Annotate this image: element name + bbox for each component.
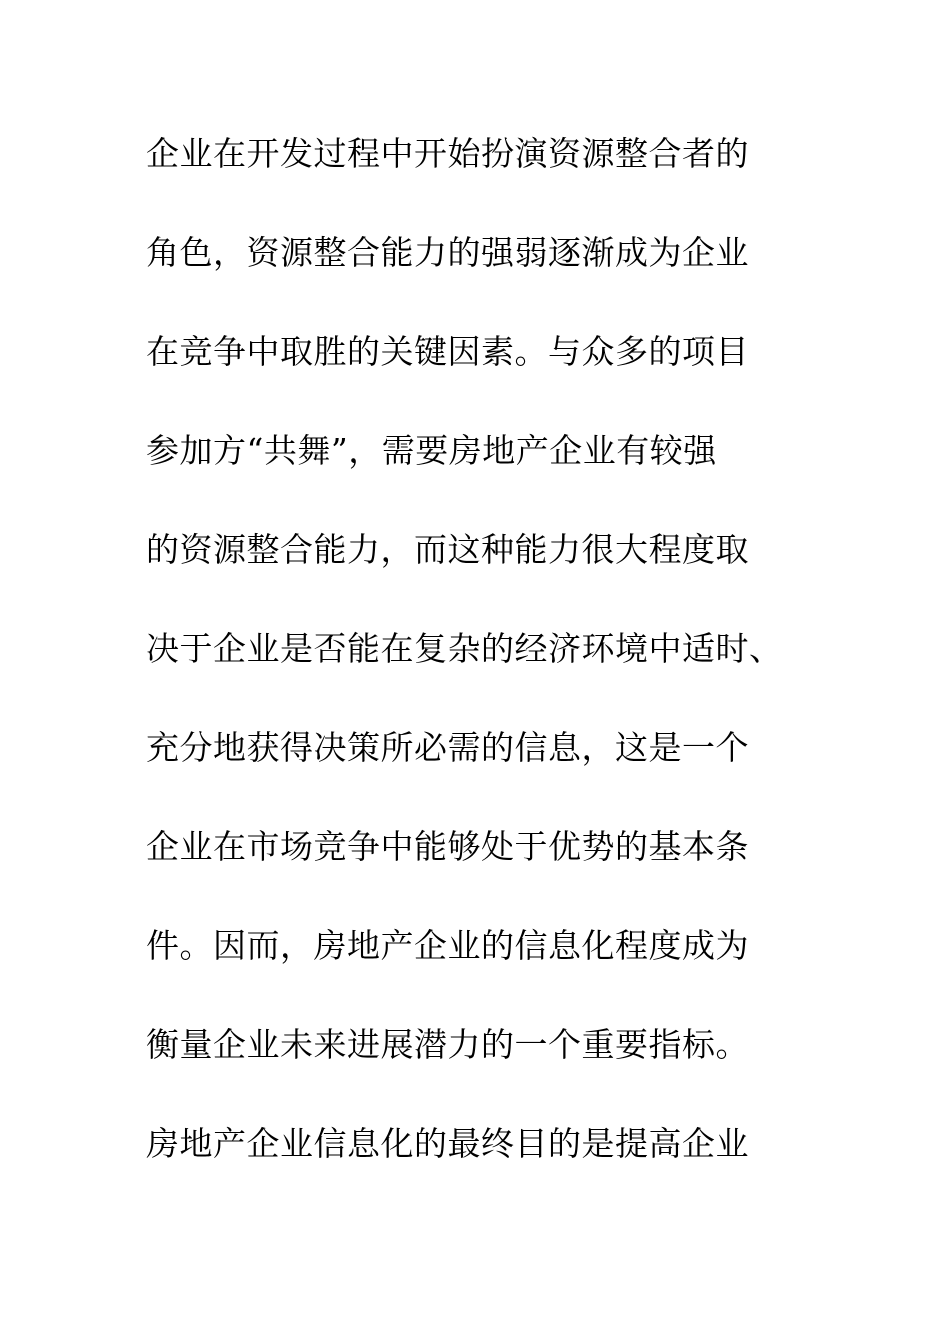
text-line: 角色，资源整合能力的强弱逐渐成为企业: [146, 233, 749, 272]
text-line: 件。因而，房地产企业的信息化程度成为: [146, 926, 749, 965]
text-line: 参加方“共舞”，需要房地产企业有较强: [146, 431, 717, 470]
body-text: [146, 124, 846, 1213]
text-line: 充分地获得决策所必需的信息，这是一个: [146, 728, 749, 767]
text-line: 企业在市场竞争中能够处于优势的基本条: [146, 827, 749, 866]
text-line: 决于企业是否能在复杂的经济环境中适时、: [146, 629, 783, 668]
text-line: 的资源整合能力，而这种能力很大程度取: [146, 530, 749, 569]
text-line: 在竞争中取胜的关键因素。与众多的项目: [146, 332, 749, 371]
text-line: 衡量企业未来进展潜力的一个重要指标。: [146, 1025, 749, 1064]
text-line: 房地产企业信息化的最终目的是提高企业: [146, 1124, 749, 1163]
text-line: 企业在开发过程中开始扮演资源整合者的: [146, 134, 749, 173]
